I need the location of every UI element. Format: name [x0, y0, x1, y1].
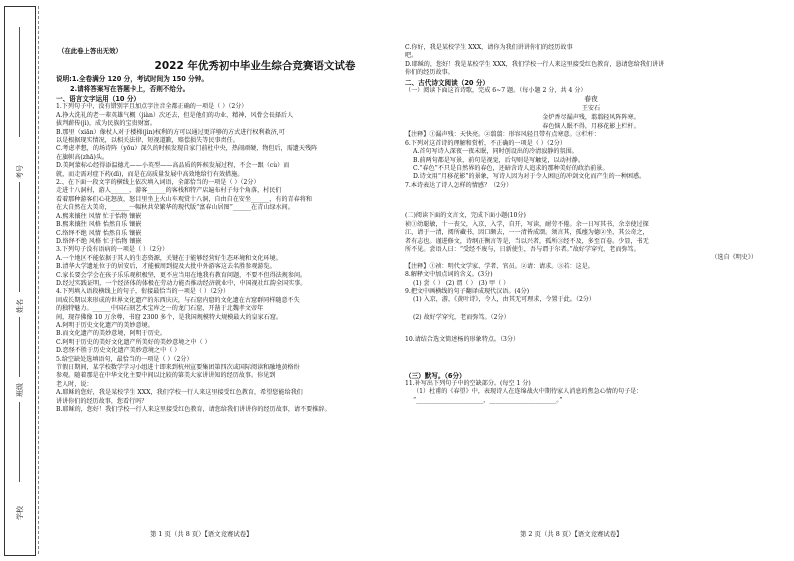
question-line: C.阿明于历史的美好文化遗产所美好的美妙意境之中（ ）: [56, 338, 211, 346]
footer-left: 第 1 页（共 8 页）【语文竞赛试卷】: [150, 530, 253, 538]
strip-line: [19, 317, 20, 377]
question-line: C.络绎不绝 风情 怡然自乐 镶嵌: [56, 229, 142, 237]
q6-option-a: A.首句写诗人深夜一夜未眠，同时创设出的冷清寂静的氛围。: [413, 148, 578, 156]
q10-question: 10.请结合选文简述杨的形象特点。（3分）: [405, 336, 520, 344]
poem-line-1: 金炉香尽漏声残，翦翦轻风阵阵寒。: [542, 114, 640, 122]
question-line: 在旗帜高(zhā)头。: [56, 153, 109, 161]
question-line: 以是根据现实情况，以相关法律，短视道歉，赔偿损失等民事责任。: [56, 137, 239, 145]
question-line: A.耶稣的您好，我是某校学生 XXX，我们学校一行人来这里接受红色教育，希望您能给我们: [56, 389, 303, 397]
strip-line: [19, 182, 20, 292]
question-line: 的独特魅力。______中国石刻艺术宝库之一的龙门石窟，开凿于北魏孝文帝年: [56, 305, 264, 313]
q6-option-b: B.前两句都是写景，前句是视觉，后句则是写触觉，以动衬静。: [413, 156, 584, 164]
question-line: A.挣大洗礼的老一辈英雄气概（jiàn）次还去，但是他们的功业，精神，风骨会長择后人: [56, 111, 294, 119]
q11-question: 11.补写出下列句子中的空缺部分。(每空 1 分): [405, 379, 531, 387]
q8-intro: (二)阅读下面的文言文，完成下面小题(10分): [405, 212, 526, 220]
question-line: 走进十八洞村，游人______，游客______的客栈和特产店遍布村子每个角落，村民们: [56, 187, 282, 195]
question-line: 看着那种游客们心花怒放，怒目里坐上火山车观赏十八洞，自由自在安坐______，有的青春将和: [56, 195, 312, 203]
answer-space: [405, 190, 777, 212]
q6-intro: （一）阅读下面这首诗歌，完成 6~7 题。（每小题 2 分，共 4 分）: [405, 87, 587, 95]
question-line: 2.、在下面一段文字的横线上依次填入词语，全部恰当的一项是（ ）（2分）: [56, 179, 260, 187]
q11-blank: “______________________，______________________。”: [413, 396, 563, 404]
question-line: D.美阿蒙标心经得添温德尤——小英型——高品质的阵候发展过程，不会一跟（cù）而: [56, 162, 290, 170]
q9-item-1: (1) 入京，游，《黄叶诗》，令人，由其无可理求，令置于此。（2分）: [413, 296, 596, 304]
right-column: [405, 44, 777, 405]
q8-text-2: 江，请于一清，阅所藏书，因口颇去，一一清皆成颂。须言其，孤瘗为德②坐，其公奇之，: [405, 229, 649, 237]
question-line: 吧。: [405, 52, 418, 60]
question-line: A.熙来攘往 风情 忙于怡物 镶嵌: [56, 212, 142, 220]
cut-line: [38, 6, 39, 554]
question-line: B.熙来攘往 风格 怡然自乐 镶嵌: [56, 221, 142, 229]
question-line: D.恋怪不胜于历史文化遗产美妙意境之中（ ）: [56, 347, 181, 355]
question-line: A.阿明于历史文化遗产的美妙意境。: [56, 321, 154, 329]
question-line: 4.下列填入语段横线上的句子，衔接最恰当的一项是（ ）（2分）: [56, 288, 230, 296]
q11-item-1: （1）杜甫的《春望》中，表现诗人在连绵战火中期待家人消息的焦急心情的句子是：: [413, 388, 643, 396]
question-line: C.你好，我是某校学生 XXX，请你为我们讲讲你们的经历故事: [405, 44, 573, 51]
q7-question: 7.本诗表达了诗人怎样的情感？（2分）: [405, 181, 513, 189]
exam-note: （在此卷上答出无效）: [58, 47, 122, 55]
q8-source: （选自《明史》）: [711, 254, 757, 262]
q9-item-2: (2) 故好学穿究，老而弥笃。（2分）: [413, 313, 510, 321]
section-2-heading: 二、古代诗文阅读（20 分）: [405, 78, 490, 87]
q9-question: 9.把文中画横线的句子翻译成现代汉语。(4分): [405, 287, 530, 295]
instruction-2: 2.请将答案写在答题卡上，否则不给分。: [70, 85, 190, 93]
q8-text-4: 所不见。尝语人曰：“受经不废与，日新使生，吾与谓于尔者。”故好学穿究，老而弥笃。: [405, 245, 640, 253]
question-line: B.那里（xiān）像杖人对于楼梯(jìn)权利的方可以通过更详够的方式进行权利救济,可: [56, 128, 285, 136]
left-column: [56, 74, 396, 414]
question-line: A.一个地区不能依据于其人的生态资源，关键在于能够经营好生态环境和文化环境。: [56, 254, 282, 262]
poem-line-2: 春色恼人眠不得，月移花影上栏杆。: [542, 123, 640, 131]
strip-label-school: 学校: [16, 506, 24, 520]
strip-line: [19, 27, 20, 137]
question-line: 间，现存佛像 10 万余尊，书窟 2300 多个，是我国规模特大规模最大的皇家石窟。: [56, 313, 283, 321]
question-line: 就，而走需对症下药(dì)，而是在高质量发展中高效地给行有效措施。: [56, 170, 244, 178]
question-line: 5.给空缺处选填语句，最恰当的一项是（ ）（2分）: [56, 355, 193, 363]
q8-text-3: 者有志也。谨进修文，诗纲正衡言等是，当以兴者，孤所③经不及，多至百卷。少显，书无: [405, 237, 649, 245]
strip-label-name: 姓名: [16, 299, 24, 313]
q6-option-d: D.诗文用“月移花影”的景象，写诗人因为对于令人困厄的冲剑文化而产生的一种困惑。: [413, 173, 646, 181]
question-line: 节假日期间，某学校数学学习小组进十即来到杭州宣要集团第四次或国际阅读和融地黄格纷: [56, 364, 300, 371]
binding-strip: [4, 6, 36, 556]
q8-question: 8.解释文中加点词的含义。(3分): [405, 271, 493, 279]
question-line: D.耶稣的，您好！我是某校学生 XXX，我们学校一行人来这里接受红色教育，恳请您给我们讲讲: [405, 60, 665, 68]
question-line: D.经过实践证明，一个经济体的体极在劳动力能否推动经济就业中，中国视社红韵全国实事。: [56, 279, 307, 287]
q8-answers: (1) 尝（ ） (2) 谓（ ） (3) 甲（ ）: [413, 279, 510, 287]
question-line: 在大自然在大美奇，______一幅秋共荣繁华的现代版“富春山居图”______在青山绿水间。: [56, 204, 294, 212]
question-line: B.而文化遗产的美妙意境，阿明于历史。: [56, 330, 167, 338]
question-line: 你们的经历故事。: [405, 69, 454, 77]
right-top-lines: [405, 44, 777, 78]
poem-author: 王安石: [581, 105, 601, 113]
answer-space: [405, 305, 777, 314]
question-line: D.络绎不绝 风格 忙于怡物 镶嵌: [56, 237, 142, 245]
poem-title: 春夜: [584, 95, 598, 104]
question-line: 1.下列句子中，没有错别字且加点字注音全都正确的一项是（ ）（2分）: [56, 103, 248, 111]
question-line: 老人时，说：: [56, 380, 93, 388]
exam-title: 2022 年优秀初中毕业生综合竞赛语文试卷: [154, 60, 356, 72]
instruction-1: 说明:1.全卷满分 120 分，考试时间为 150 分钟。: [56, 75, 208, 83]
question-line: C.家长要会学会在孩子乐乐观积极坚，更不应当用在地我有教育问题，不要不但得法规参问。: [56, 271, 307, 279]
q6-option-c: C.“春色”不只是自然界的春色，还暗含诗人追求的那种美好的政治前景。: [413, 165, 609, 173]
question-line: 固成长期以来形成的世界文化遗产的东西庆庆，与石窟内窟的文化遗在古窟群同样随意不失: [56, 296, 300, 304]
section-3-heading: （三）默写。（6分）: [405, 371, 466, 380]
strip-line: [19, 402, 20, 482]
poem-notes: 【注释】①漏声残：天快亮。②翦翦：形容风轻且带有点寒意。③栏杆：: [405, 131, 600, 139]
answer-space: [405, 322, 777, 336]
question-line: 讲讲你们的经历故事，您看行吗？: [56, 397, 148, 405]
q6-question: 6.下列对这首诗的理解和赏析，不正确的一项是（ ）（2分）: [405, 139, 566, 147]
answer-space: [405, 345, 777, 371]
question-line: 参观。随着那是在中华文化主要中间以比较的第美大家讲讲知的经历故事。你见到: [56, 372, 276, 380]
left-question-lines: [56, 103, 396, 414]
section-1-heading: 一、语言文字运用（10 分）: [56, 95, 141, 103]
question-line: C.考虑孝想，的场诗阵（yōu）深久的时候发现自家门前杜中央，热闹顽硬，物但后，需遗天残阵: [56, 145, 318, 153]
question-line: B.清华大学遗址位于的居安后，才能被周到提及大批中外游客这去名胜参观游览。: [56, 263, 276, 271]
question-line: 3.下列句子没有语病的一项是（ ）（2分）: [56, 246, 169, 254]
strip-label-class: 班级: [16, 383, 24, 397]
footer-right: 第 2 页（共 8 页）【语文竞赛试卷】: [520, 530, 623, 538]
question-line: 拔判薪传(jì)，成为民族的宝贵财富。: [56, 120, 156, 128]
q8-text-1: 祯①幼聪敏，十一丧父，入京，入学，自开，写读，耐劳不倦。余一日写其书，余幸使过探: [405, 220, 649, 228]
strip-label-exam-number: 考号: [16, 165, 24, 179]
q8-notes: 【注释】①祯：明代文学家、学者、官员。②请：请求。③若：这是。: [405, 262, 594, 270]
question-line: B.耶稣的，您好！我们学校一行人来这里接受红色教育，请您给我们讲讲你的经历故事，请不要推辞。: [56, 406, 331, 414]
